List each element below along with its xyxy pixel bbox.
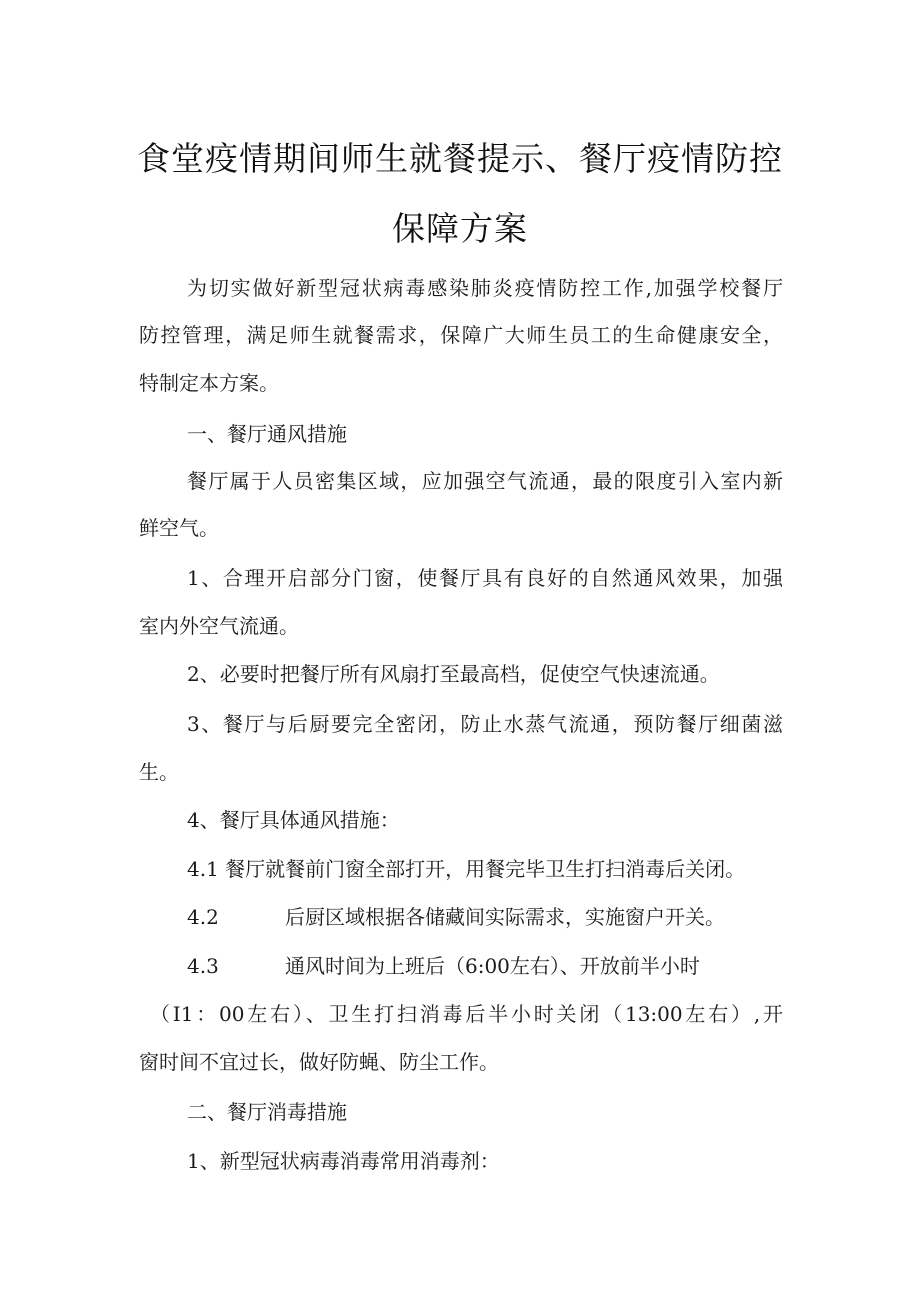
item-3-line-2: 生。	[139, 760, 179, 784]
section-2-item-1: 1、新型冠状病毒消毒常用消毒剂：	[187, 1149, 500, 1173]
intro-line-2: 防控管理，满足师生就餐需求，保障广大师生员工的生命健康安全，	[139, 323, 783, 347]
item-4-1: 4.1 餐厅就餐前门窗全部打开，用餐完毕卫生打扫消毒后关闭。	[187, 857, 746, 881]
section-2-heading: 二、餐厅消毒措施	[187, 1100, 347, 1124]
item-4-3-cont-line-1: （I1：00左右）、卫生打扫消毒后半小时关闭（13:00左右）,开	[150, 1002, 783, 1026]
item-1-line-1: 1、合理开启部分门窗，使餐厅具有良好的自然通风效果，加强	[187, 566, 783, 590]
item-4: 4、餐厅具体通风措施：	[187, 808, 400, 832]
item-1-line-2: 室内外空气流通。	[139, 614, 299, 638]
intro-line-1: 为切实做好新型冠状病毒感染肺炎疫情防控工作,加强学校餐厅	[187, 276, 783, 300]
item-4-3-text: 通风时间为上班后（6:00左右）、开放前半小时	[285, 954, 700, 978]
section-1-heading: 一、餐厅通风措施	[187, 422, 347, 446]
item-4-2-number: 4.2	[187, 905, 219, 929]
item-4-2-text: 后厨区域根据各储藏间实际需求，实施窗户开关。	[285, 905, 725, 929]
intro-line-3: 特制定本方案。	[139, 371, 279, 395]
document-title-line-1: 食堂疫情期间师生就餐提示、餐厅疫情防控	[137, 139, 783, 178]
document-title-line-2: 保障方案	[392, 209, 528, 248]
section-1-text-line-1: 餐厅属于人员密集区域，应加强空气流通，最的限度引入室内新	[187, 469, 783, 493]
item-4-3-cont-line-2: 窗时间不宜过长，做好防蝇、防尘工作。	[139, 1050, 499, 1074]
section-1-text-line-2: 鲜空气。	[139, 516, 219, 540]
item-4-3-number: 4.3	[187, 954, 219, 978]
item-2: 2、必要时把餐厅所有风扇打至最高档，促使空气快速流通。	[187, 662, 720, 686]
item-3-line-1: 3、餐厅与后厨要完全密闭，防止水蒸气流通，预防餐厅细菌滋	[187, 712, 783, 736]
